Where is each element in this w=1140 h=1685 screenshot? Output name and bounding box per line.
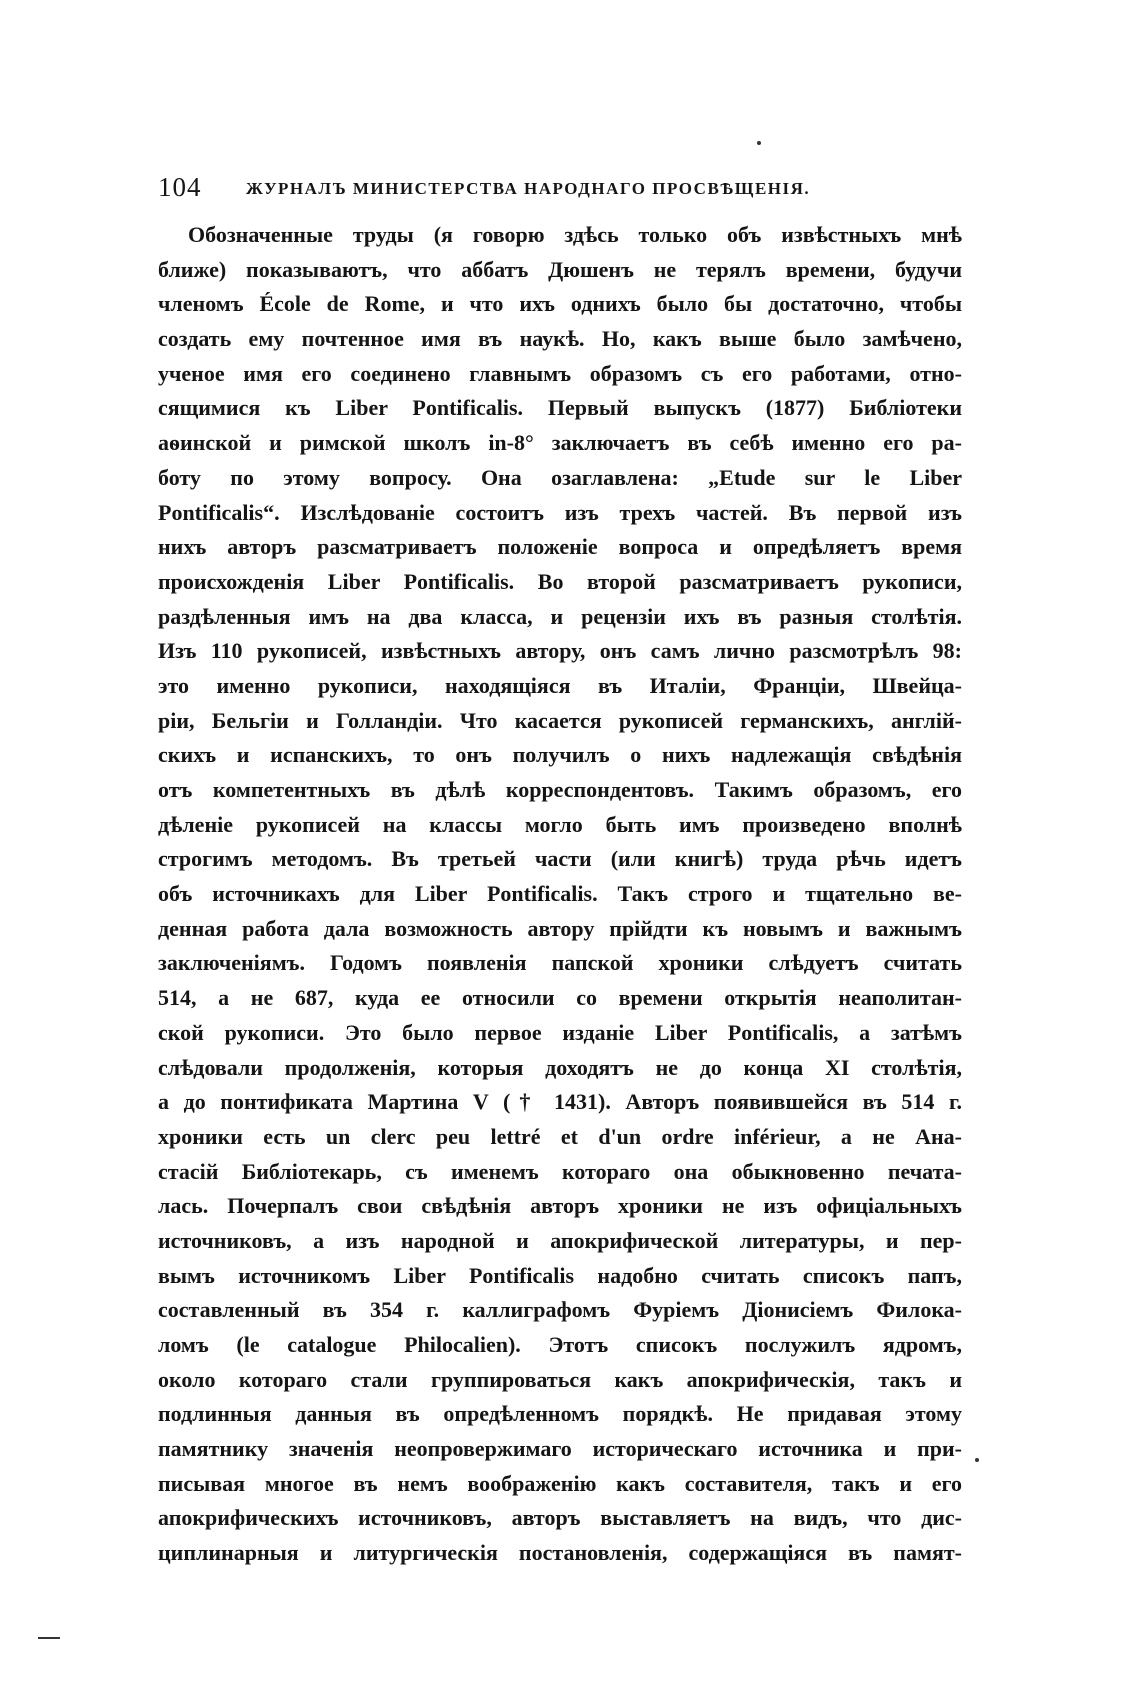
text-line: ріи, Бельгіи и Голландіи. Что касается рукописей германскихъ, англій- bbox=[158, 707, 962, 733]
text-line: памятнику значенія неопровержимаго историческаго источника и при- bbox=[158, 1436, 962, 1462]
speck-mark bbox=[975, 1458, 979, 1462]
text-line: создать ему почтенное имя въ наукѣ. Но, какъ выше было замѣчено, bbox=[158, 326, 962, 352]
text-line: ской рукописи. Это было первое изданіе Liber Pontificalis, а затѣмъ bbox=[158, 1019, 962, 1045]
text-line: ломъ (le catalogue Philocalien). Этотъ списокъ послужилъ ядромъ, bbox=[158, 1332, 962, 1357]
text-line: Изъ 110 рукописей, извѣстныхъ автору, онъ самъ лично разсмотрѣлъ 98: bbox=[158, 638, 962, 664]
text-line: членомъ École de Rome, и что ихъ однихъ было бы достаточно, чтобы bbox=[158, 291, 962, 317]
text-line: около котораго стали группироваться какъ апокрифическія, такъ и bbox=[158, 1366, 962, 1392]
text-line: скихъ и испанскихъ, то онъ получилъ о нихъ надлежащія свѣдѣнія bbox=[158, 742, 962, 768]
text-line: отъ компетентныхъ въ дѣлѣ корреспондентовъ. Такимъ образомъ, его bbox=[158, 777, 962, 802]
text-line: строгимъ методомъ. Въ третьей части (или книгѣ) труда рѣчь идетъ bbox=[158, 846, 962, 872]
text-line: ближе) показываютъ, что аббатъ Дюшенъ не терялъ времени, будучи bbox=[158, 256, 962, 282]
text-line: подлинныя данныя въ опредѣленномъ порядкѣ. Не придавая этому bbox=[158, 1401, 962, 1427]
text-line: хроники есть un clerc peu lettré et d'un ordre inférieur, а не Ана- bbox=[158, 1123, 962, 1149]
text-line: лась. Почерпалъ свои свѣдѣнія авторъ хроники не изъ офиціальныхъ bbox=[158, 1193, 962, 1219]
text-line: нихъ авторъ разсматриваетъ положеніе вопроса и опредѣляетъ время bbox=[158, 534, 962, 560]
page-number: 104 bbox=[158, 172, 202, 202]
text-line: вымъ источникомъ Liber Pontificalis надобно считать списокъ папъ, bbox=[158, 1262, 962, 1288]
body-text bbox=[158, 218, 962, 1571]
text-line: ученое имя его соединено главнымъ образомъ съ его работами, отно- bbox=[158, 360, 962, 386]
footer-rule bbox=[38, 1637, 60, 1639]
text-line: писывая многое въ немъ воображенію какъ составителя, такъ и его bbox=[158, 1470, 962, 1496]
text-line: Pontificalis“. Изслѣдованіе состоитъ изъ трехъ частей. Въ первой изъ bbox=[158, 499, 962, 525]
text-line: апокрифическихъ источниковъ, авторъ выставляетъ на видъ, что дис- bbox=[158, 1505, 962, 1531]
text-line: дѣленіе рукописей на классы могло быть имъ произведено вполнѣ bbox=[158, 811, 962, 837]
text-line: составленный въ 354 г. каллиграфомъ Фуріемъ Діонисіемъ Филока- bbox=[158, 1297, 962, 1323]
text-line: объ источникахъ для Liber Pontificalis. Такъ строго и тщательно ве- bbox=[158, 881, 962, 907]
text-line: боту по этому вопросу. Она озаглавлена: „Etude sur le Liber bbox=[158, 464, 962, 490]
text-line: а до понтификата Мартина V († 1431). Авторъ появившейся въ 514 г. bbox=[158, 1089, 962, 1115]
text-line: раздѣленныя имъ на два класса, и рецензіи ихъ въ разныя столѣтія. bbox=[158, 603, 962, 629]
speck-mark bbox=[757, 141, 761, 145]
text-line: 514, а не 687, куда ее относили со времени открытія неаполитан- bbox=[158, 985, 962, 1011]
text-line: Обозначенные труды (я говорю здѣсь только объ извѣстныхъ мнѣ bbox=[188, 222, 962, 247]
page-header bbox=[158, 167, 943, 207]
text-line: сящимися къ Liber Pontificalis. Первый выпускъ (1877) Библіотеки bbox=[158, 395, 962, 421]
text-line: происхожденія Liber Pontificalis. Во второй разсматриваетъ рукописи, bbox=[158, 568, 962, 594]
text-line: заключеніямъ. Годомъ появленія папской хроники слѣдуетъ считать bbox=[158, 950, 962, 976]
text-line: аѳинской и римской школъ in-8° заключаетъ въ себѣ именно его ра- bbox=[158, 430, 962, 456]
text-line: стасій Библіотекарь, съ именемъ котораго она обыкновенно печата- bbox=[158, 1158, 962, 1184]
text-line: источниковъ, а изъ народной и апокрифической литературы, и пер- bbox=[158, 1227, 962, 1253]
text-line: слѣдовали продолженія, которыя доходятъ не до конца XI столѣтія, bbox=[158, 1054, 962, 1080]
text-line: денная работа дала возможность автору прійдти къ новымъ и важнымъ bbox=[158, 915, 962, 941]
running-title: ЖУРНАЛЪ МИНИСТЕРСТВА НАРОДНАГО ПРОСВѢЩЕНІЯ. bbox=[246, 179, 811, 198]
text-line: циплинарныя и литургическія постановленія, содержащіяся въ памят- bbox=[158, 1540, 962, 1566]
text-line: это именно рукописи, находящіяся въ Италіи, Франціи, Швейца- bbox=[158, 672, 962, 698]
